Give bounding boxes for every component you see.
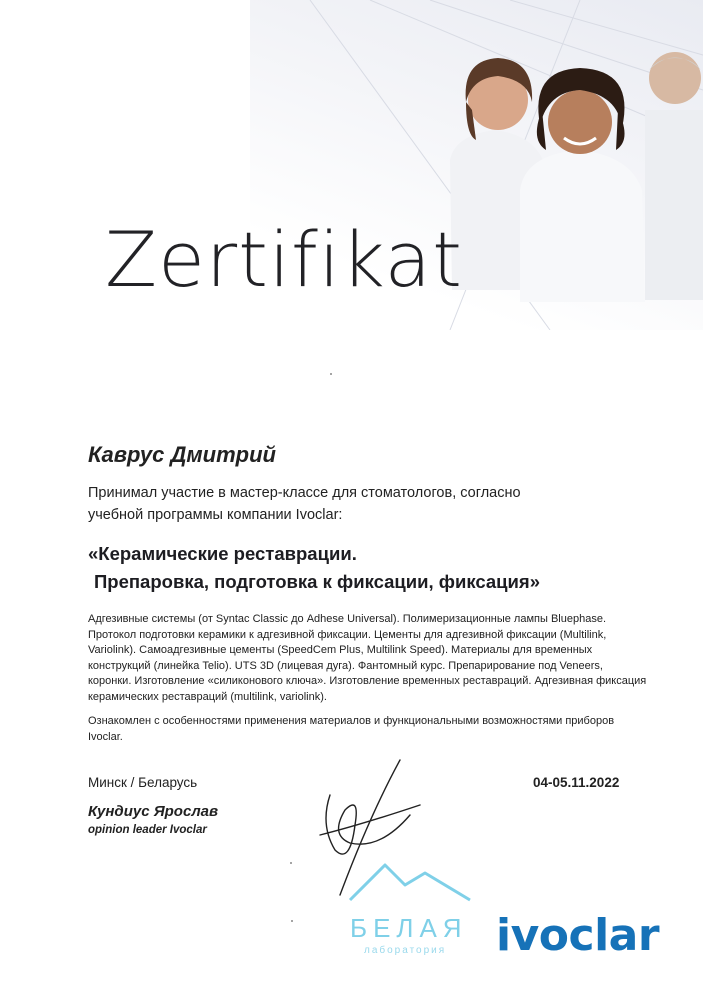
course-details: Адгезивные системы (от Syntac Classic до Adhese Universal). Полимеризационные лампы Bluephase. Протокол подготовки керамики к адгезивной фиксации. Цементы для адгезивной фиксации (Multilink, Variolink). Самоадгезивные цементы (SpeedCem Plus, Multilink Speed). Материалы для временных конструкций (линейка Telio). UTS 3D (лицевая дуга). Фантомный курс. Препарирование под Veneers, коронки. Изготовление «силиконового ключа». Изготовление временных реставраций. Адгезивная фиксация керамических реставраций (multilink, variolink).: [88, 613, 647, 703]
intro-text: Принимал участие в мастер-классе для стоматологов, согласно учебной программы компании Ivoclar:: [88, 485, 521, 523]
course-date: 04-05.11.2022: [533, 775, 620, 790]
participant-name: Каврус Дмитрий: [88, 442, 276, 467]
acquainted-statement: Ознакомлен с особенностями применения материалов и функциональными возможностями приборов Ivoclar.: [88, 715, 615, 743]
signatory-role: opinion leader Ivoclar: [88, 824, 207, 836]
certificate-title: Zertifikat: [105, 215, 463, 304]
ivoclar-brand-logo: ivoclar: [496, 910, 660, 961]
speck: [330, 373, 332, 375]
speck: [291, 920, 293, 922]
lab-logo-text: БЕЛАЯ: [350, 913, 468, 943]
speck: [290, 862, 292, 864]
location: Минск / Беларусь: [88, 775, 198, 790]
mountain-logo-icon: [340, 855, 490, 965]
signatory-name: Кундиус Ярослав: [88, 803, 219, 820]
course-title-line-2: Препаровка, подготовка к фиксации, фиксация»: [94, 571, 540, 592]
people-photo-icon: [430, 40, 703, 310]
course-title-line-1: «Керамические реставрации.: [88, 543, 357, 564]
course-title: [88, 540, 648, 596]
lab-logo-subtext: лаборатория: [364, 945, 447, 956]
